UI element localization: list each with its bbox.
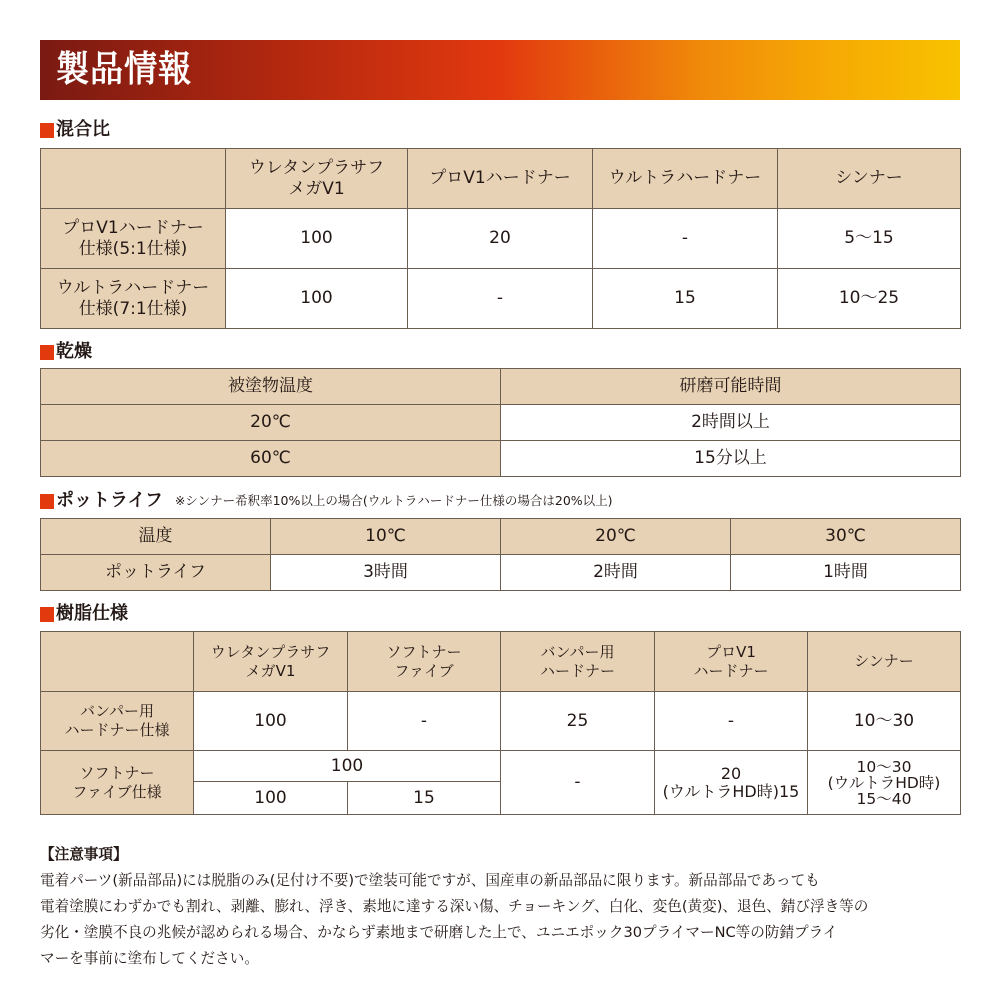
header-cell-empty [41, 149, 226, 209]
header-cell: ウルトラハードナー [593, 149, 778, 209]
section-title: 乾燥 [56, 341, 92, 362]
table-cell: 10〜25 [778, 269, 961, 329]
table-cell: - [593, 209, 778, 269]
table-cell-merged: 100 [194, 751, 501, 782]
resin-spec-table [40, 631, 961, 815]
section-heading-pot-life [40, 490, 613, 512]
row-label: プロV1ハードナー 仕様(5:1仕様) [41, 209, 226, 269]
page-title: 製品情報 [56, 49, 193, 90]
notes-line: 電着塗膜にわずかでも割れ、剥離、膨れ、浮き、素地に達する深い傷、チョーキング、白化、変色(黄変)、退色、錆び浮き等の [40, 898, 869, 915]
section-title: ポットライフ [56, 490, 163, 511]
pot-life-note: ※シンナー希釈率10%以上の場合(ウルトラハードナー仕様の場合は20%以上) [174, 493, 613, 508]
header-cell-empty [41, 632, 194, 692]
table-row [41, 441, 961, 477]
section-heading-drying [40, 341, 92, 363]
square-bullet-icon [40, 494, 54, 509]
header-cell: 10℃ [271, 519, 501, 555]
header-cell: ウレタンプラサフ メガV1 [194, 632, 348, 692]
table-header-row [41, 149, 961, 209]
table-cell: 3時間 [271, 555, 501, 591]
table-cell: - [501, 751, 655, 815]
table-cell: 10〜30 [808, 692, 961, 751]
table-row [41, 555, 961, 591]
table-header-row [41, 369, 961, 405]
table-row [41, 405, 961, 441]
table-cell: 1時間 [731, 555, 961, 591]
row-label: 60℃ [41, 441, 501, 477]
table-cell: - [408, 269, 593, 329]
table-cell: 100 [226, 209, 408, 269]
row-label: 温度 [41, 519, 271, 555]
header-cell: 被塗物温度 [41, 369, 501, 405]
table-cell: 25 [501, 692, 655, 751]
table-header-row [41, 632, 961, 692]
header-cell: ソフトナー ファイブ [348, 632, 501, 692]
header-cell: シンナー [778, 149, 961, 209]
row-label: 20℃ [41, 405, 501, 441]
section-title: 樹脂仕様 [56, 603, 128, 624]
table-cell: 100 [194, 782, 348, 815]
notes-line: マーを事前に塗布してください。 [40, 950, 259, 967]
header-cell: プロV1ハードナー [408, 149, 593, 209]
row-label: バンパー用 ハードナー仕様 [41, 692, 194, 751]
notes-section [40, 842, 970, 972]
square-bullet-icon [40, 345, 54, 360]
section-heading-resin-spec [40, 603, 128, 625]
header-cell: 30℃ [731, 519, 961, 555]
table-cell: 100 [194, 692, 348, 751]
table-cell: 20 (ウルトラHD時)15 [655, 751, 808, 815]
table-header-row [41, 519, 961, 555]
pot-life-table [40, 518, 961, 591]
table-cell: 15分以上 [501, 441, 961, 477]
row-label: ポットライフ [41, 555, 271, 591]
table-cell: 15 [593, 269, 778, 329]
header-cell: プロV1 ハードナー [655, 632, 808, 692]
section-title: 混合比 [56, 119, 110, 140]
square-bullet-icon [40, 123, 54, 138]
square-bullet-icon [40, 607, 54, 622]
header-cell: バンパー用 ハードナー [501, 632, 655, 692]
notes-line: 電着パーツ(新品部品)には脱脂のみ(足付け不要)で塗装可能ですが、国産車の新品部品に限ります。新品部品であっても [40, 872, 820, 889]
table-cell: 100 [226, 269, 408, 329]
notes-line: 劣化・塗膜不良の兆候が認められる場合、かならず素地まで研磨した上で、ユニエポック30プライマーNC等の防錆プライ [40, 924, 838, 941]
drying-table [40, 368, 961, 477]
table-row [41, 269, 961, 329]
title-banner [40, 40, 960, 100]
mix-ratio-table [40, 148, 961, 329]
table-row [41, 692, 961, 751]
table-row [41, 751, 961, 782]
table-cell: 15 [348, 782, 501, 815]
table-cell: 2時間以上 [501, 405, 961, 441]
notes-heading: 【注意事項】 [40, 846, 128, 863]
section-heading-mix-ratio [40, 119, 110, 141]
header-cell: 20℃ [501, 519, 731, 555]
row-label: ソフトナー ファイブ仕様 [41, 751, 194, 815]
table-cell: 2時間 [501, 555, 731, 591]
table-cell: - [655, 692, 808, 751]
table-cell: 5〜15 [778, 209, 961, 269]
table-cell: 20 [408, 209, 593, 269]
row-label: ウルトラハードナー 仕様(7:1仕様) [41, 269, 226, 329]
table-cell: - [348, 692, 501, 751]
header-cell: 研磨可能時間 [501, 369, 961, 405]
header-cell: シンナー [808, 632, 961, 692]
header-cell: ウレタンプラサフ メガV1 [226, 149, 408, 209]
table-cell: 10〜30 (ウルトラHD時) 15〜40 [808, 751, 961, 815]
table-row [41, 209, 961, 269]
